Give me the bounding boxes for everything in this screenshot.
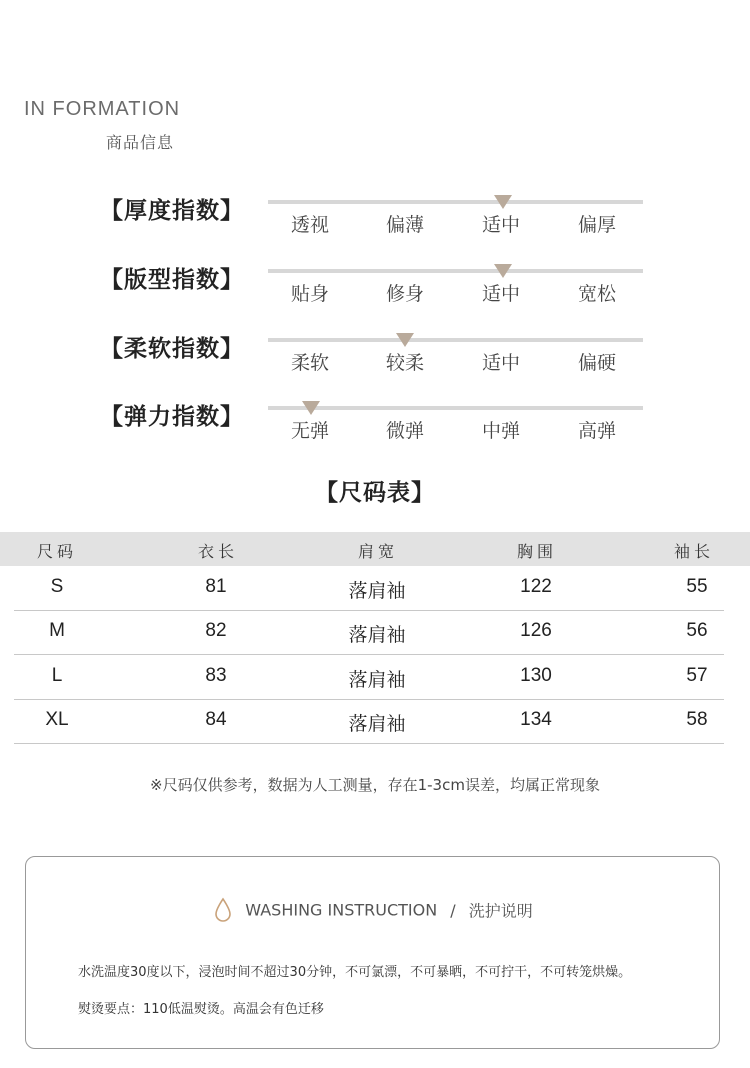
table-row <box>14 566 724 611</box>
index-bar <box>268 269 643 273</box>
table-cell: 83 <box>205 665 227 686</box>
table-cell: 落肩袖 <box>348 580 406 602</box>
index-option: 适中 <box>481 352 520 374</box>
table-cell: L <box>51 665 63 686</box>
index-label: 【弹力指数】 <box>100 404 244 430</box>
index-option: 适中 <box>481 214 520 236</box>
header-length: 衣长 <box>197 542 238 561</box>
header-size: 尺码 <box>36 542 77 561</box>
size-chart-title: 【尺码表】 <box>315 480 435 506</box>
table-cell: 81 <box>205 576 227 597</box>
table-cell: 82 <box>205 620 227 641</box>
index-option: 微弹 <box>385 420 424 442</box>
washing-title <box>26 897 721 923</box>
index-option: 较柔 <box>385 352 424 374</box>
index-marker-icon <box>396 333 414 347</box>
index-row <box>0 398 750 458</box>
washing-title-cn: 洗护说明 <box>468 901 533 921</box>
index-label: 【版型指数】 <box>100 267 244 293</box>
index-marker-icon <box>302 401 320 415</box>
table-cell: 落肩袖 <box>348 669 406 691</box>
index-option: 无弹 <box>290 420 329 442</box>
table-cell: 126 <box>520 620 552 641</box>
table-row <box>14 655 724 700</box>
size-chart-header <box>0 532 750 566</box>
table-cell: 130 <box>520 665 552 686</box>
washing-ironing-text: 熨烫要点：110低温熨烫。高温会有色迁移 <box>78 1002 324 1017</box>
index-option: 宽松 <box>577 283 616 305</box>
table-cell: 56 <box>686 620 708 641</box>
index-option: 中弹 <box>481 420 520 442</box>
index-option: 柔软 <box>290 352 329 374</box>
index-row <box>0 330 750 390</box>
index-label: 【厚度指数】 <box>100 198 244 224</box>
index-bar <box>268 200 643 204</box>
index-option: 透视 <box>290 214 329 236</box>
table-cell: 134 <box>520 709 552 730</box>
index-option: 贴身 <box>290 283 329 305</box>
table-cell: XL <box>45 709 69 730</box>
index-option: 偏硬 <box>577 352 616 374</box>
header-sleeve: 袖长 <box>673 542 714 561</box>
water-drop-icon <box>214 897 232 923</box>
index-label: 【柔软指数】 <box>100 336 244 362</box>
info-title-cn: 商品信息 <box>106 133 175 152</box>
table-cell: 落肩袖 <box>348 624 406 646</box>
table-cell: 55 <box>686 576 708 597</box>
table-cell: S <box>50 576 64 597</box>
index-marker-icon <box>494 264 512 278</box>
washing-title-separator: / <box>450 900 456 920</box>
washing-instruction-box <box>25 856 720 1049</box>
index-option: 修身 <box>385 283 424 305</box>
index-row <box>0 261 750 321</box>
table-row <box>14 699 724 744</box>
washing-title-en: WASHING INSTRUCTION <box>245 900 438 920</box>
washing-temperature-text: 水洗温度30度以下，浸泡时间不超过30分钟，不可氯漂，不可暴晒，不可拧干，不可转笼烘燥。 <box>78 965 632 980</box>
header-chest: 胸围 <box>516 542 557 561</box>
table-cell: 58 <box>686 709 708 730</box>
table-cell: 84 <box>205 709 227 730</box>
table-cell: M <box>49 620 65 641</box>
index-option: 高弹 <box>577 420 616 442</box>
index-bar <box>268 406 643 410</box>
index-bar <box>268 338 643 342</box>
table-cell: 落肩袖 <box>348 713 406 735</box>
header-shoulder: 肩宽 <box>357 542 398 561</box>
size-note: ※尺码仅供参考，数据为人工测量，存在1-3cm误差，均属正常现象 <box>150 776 600 794</box>
info-title-en: IN FORMATION <box>24 98 181 120</box>
index-option: 适中 <box>481 283 520 305</box>
index-row <box>0 192 750 252</box>
table-cell: 122 <box>520 576 552 597</box>
index-marker-icon <box>494 195 512 209</box>
index-option: 偏薄 <box>385 214 424 236</box>
index-option: 偏厚 <box>577 214 616 236</box>
table-row <box>14 610 724 655</box>
table-cell: 57 <box>686 665 708 686</box>
